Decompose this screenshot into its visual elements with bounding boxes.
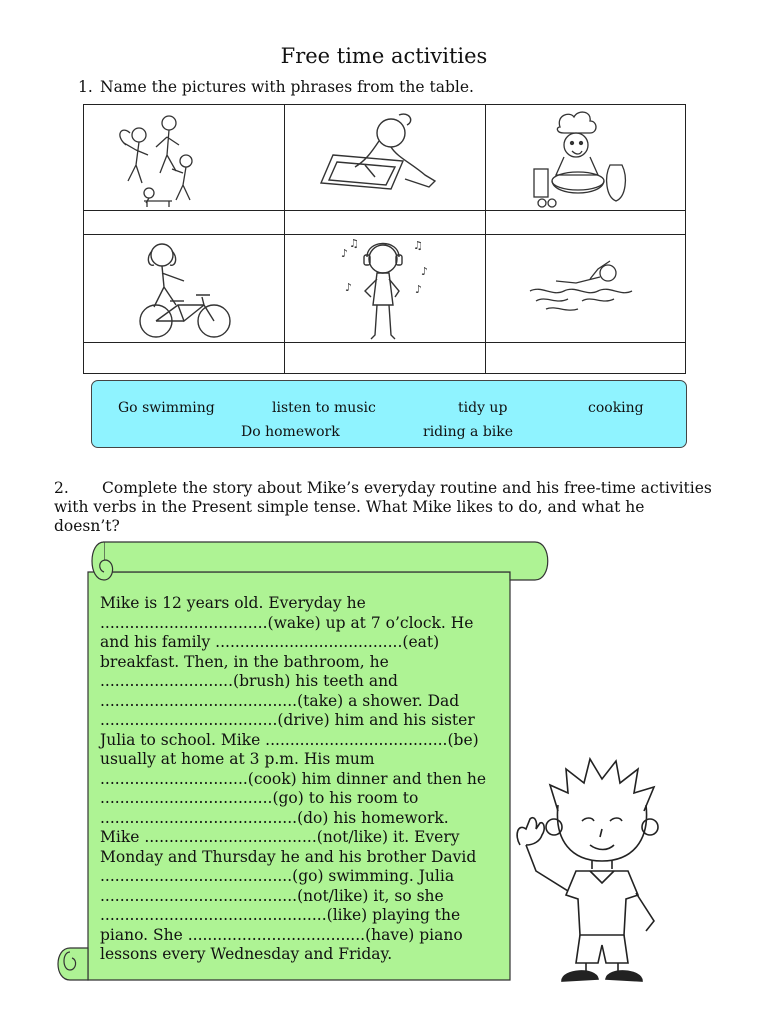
children-playing-icon — [84, 105, 284, 211]
task-text: Complete the story about Mike’s everyday routine and his free-time activities with verbs in the Present simple tense. What Mike likes to do, and what he doesn’t? — [54, 479, 712, 535]
task-2-instruction — [54, 479, 714, 536]
picture-table — [83, 104, 686, 374]
phrase-box — [91, 380, 687, 448]
girl-riding-bike-icon — [84, 235, 284, 343]
story-line: usually at home at 3 p.m. His mum — [100, 750, 375, 768]
picture-cell — [486, 235, 686, 343]
story-line[interactable]: ........................................(do) his homework. — [100, 808, 449, 827]
svg-text:♫: ♫ — [413, 239, 423, 252]
chef-cooking-icon — [486, 105, 686, 211]
child-drawing-icon — [285, 105, 485, 211]
task-1-instruction — [78, 78, 474, 96]
person-swimming-icon — [486, 235, 686, 343]
picture-cell — [84, 235, 285, 343]
phrase-item: listen to music — [272, 400, 376, 416]
phrase-item: tidy up — [458, 400, 508, 416]
phrase-item: riding a bike — [423, 424, 514, 440]
story-line[interactable]: ..............................(cook) him dinner and then he — [100, 769, 487, 788]
story-line[interactable]: ...................................(go) to his room to — [100, 789, 419, 807]
boy-waving-icon — [506, 745, 706, 985]
answer-cell[interactable] — [486, 343, 686, 373]
story-line[interactable]: ...........................(brush) his teeth and — [100, 672, 398, 690]
phrase-item: Do homework — [241, 424, 340, 440]
story-line[interactable]: and his family ......................................(eat) — [100, 633, 440, 651]
picture-cell — [84, 105, 285, 211]
story-line: breakfast. Then, in the bathroom, he — [100, 652, 389, 671]
task-number: 1. — [78, 78, 93, 96]
story-line[interactable]: ..............................................(like) playing the — [100, 906, 461, 924]
story-line: lessons every Wednesday and Friday. — [100, 945, 393, 963]
story-line[interactable]: ..................................(wake) up at 7 o’clock. He — [100, 613, 474, 632]
picture-cell — [285, 105, 486, 211]
story-text — [100, 594, 490, 965]
picture-cell — [285, 235, 486, 343]
svg-text:♪: ♪ — [341, 247, 349, 260]
answer-cell[interactable] — [285, 343, 486, 373]
story-line: Monday and Thursday he and his brother David — [100, 847, 477, 866]
answer-cell[interactable] — [84, 343, 285, 373]
svg-text:♫: ♫ — [349, 237, 359, 250]
task-number: 2. — [54, 479, 69, 497]
phrase-item: cooking — [588, 400, 644, 416]
story-line[interactable]: piano. She ....................................(have) piano — [100, 925, 463, 944]
phrase-item: Go swimming — [118, 400, 215, 416]
answer-cell[interactable] — [84, 211, 285, 235]
story-line[interactable]: .......................................(go) swimming. Julia — [100, 867, 455, 885]
answer-cell[interactable] — [486, 211, 686, 235]
story-line[interactable]: ........................................(not/like) it, so she — [100, 886, 444, 905]
story-line: Mike is 12 years old. Everyday he — [100, 594, 366, 612]
story-line[interactable]: ....................................(drive) him and his sister — [100, 711, 475, 729]
page-title: Free time activities — [280, 44, 488, 68]
boy-listening-music-icon — [285, 235, 485, 343]
svg-text:♪: ♪ — [415, 283, 423, 296]
task-text: Name the pictures with phrases from the table. — [100, 78, 474, 96]
story-line[interactable]: ........................................(take) a shower. Dad — [100, 691, 460, 710]
story-line[interactable]: Mike ...................................(not/like) it. Every — [100, 828, 460, 846]
picture-cell — [486, 105, 686, 211]
story-line[interactable]: Julia to school. Mike .....................................(be) — [100, 730, 479, 749]
svg-text:♪: ♪ — [345, 281, 353, 294]
svg-text:♪: ♪ — [421, 265, 429, 278]
answer-cell[interactable] — [285, 211, 486, 235]
